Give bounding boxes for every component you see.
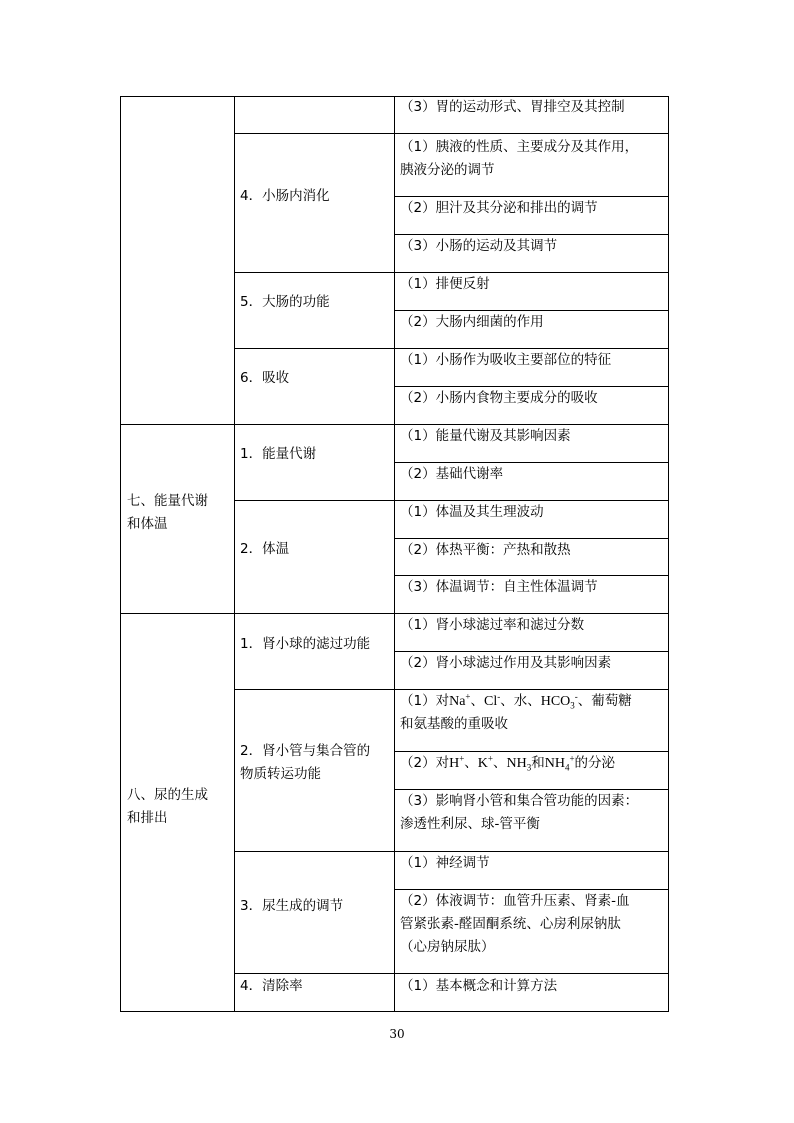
temp-regulation-item: （3）体温调节：自主性体温调节 xyxy=(400,579,598,595)
reabsorption-item xyxy=(400,690,632,713)
section8-title: 八、尿的生成 xyxy=(127,787,208,803)
reabsorption-prefix: （1）对 xyxy=(400,693,450,709)
bile-item: （2）胆汁及其分泌和排出的调节 xyxy=(400,200,598,216)
filtration-factors-item: （2）肾小球滤过作用及其影响因素 xyxy=(400,655,612,671)
absorption-site-item: （1）小肠作为吸收主要部位的特征 xyxy=(400,352,612,368)
pancreatic-juice-item: （1）胰液的性质、主要成分及其作用， xyxy=(400,139,639,155)
small-intestine-motility-item: （3）小肠的运动及其调节 xyxy=(400,238,558,254)
glomerular-filtration: 1．肾小球的滤过功能 xyxy=(240,636,371,652)
section-line xyxy=(120,424,669,425)
bicarbonate-subscript: 3 xyxy=(570,700,575,711)
secretion-item xyxy=(400,752,615,775)
tubule-factors-item: （3）影响肾小管和集合管功能的因素： xyxy=(400,793,639,809)
clearance: 4．清除率 xyxy=(240,978,303,994)
chloride: Cl xyxy=(484,694,498,709)
nutrient-absorption-item: （2）小肠内食物主要成分的吸收 xyxy=(400,390,598,406)
humoral-regulation-item: （2）体液调节：血管升压素、肾素-血 xyxy=(400,893,630,909)
separator: 、 xyxy=(464,755,478,771)
secretion-tail: 的分泌 xyxy=(574,755,616,771)
row-line xyxy=(234,133,669,134)
urine-regulation: 3．尿生成的调节 xyxy=(240,898,344,914)
humoral-regulation-item-line3: （心房钠尿肽） xyxy=(400,939,495,955)
energy-metabolism: 1．能量代谢 xyxy=(240,446,317,462)
bicarbonate-charge: - xyxy=(574,691,578,702)
section7-title: 七、能量代谢 xyxy=(127,493,208,509)
ammonium-charge: + xyxy=(569,753,575,764)
tubule-transport-line2: 物质转运功能 xyxy=(240,766,321,782)
small-intestine-digestion: 4．小肠内消化 xyxy=(240,188,330,204)
reabsorption-item-line2: 和氨基酸的重吸收 xyxy=(400,716,508,732)
potassium-charge: + xyxy=(487,753,493,764)
section8-title-line2: 和排出 xyxy=(127,810,168,826)
sodium-charge: + xyxy=(465,691,471,702)
conjunction: 和 xyxy=(531,755,545,771)
secretion-prefix: （2）对 xyxy=(400,755,450,771)
bicarbonate: HCO xyxy=(540,694,571,709)
defecation-reflex-item: （1）排便反射 xyxy=(400,276,490,292)
body-temperature: 2．体温 xyxy=(240,541,290,557)
colon-bacteria-item: （2）大肠内细菌的作用 xyxy=(400,314,544,330)
page-number: 30 xyxy=(389,1027,405,1041)
potassium-ion: K xyxy=(477,756,488,771)
tubule-transport: 2．肾小管与集合管的 xyxy=(240,743,371,759)
humoral-regulation-item-line2: 管紧张素-醛固酮系统、心房利尿钠肽 xyxy=(400,916,621,932)
ammonia: NH xyxy=(506,756,527,771)
stomach-motility-item: （3）胃的运动形式、胃排空及其控制 xyxy=(400,99,625,115)
section7-title-line2: 和体温 xyxy=(127,516,168,532)
ammonia-subscript: 3 xyxy=(526,762,532,773)
col-divider-1 xyxy=(234,96,235,1012)
section-line xyxy=(120,613,669,614)
sodium: Na xyxy=(449,694,466,709)
energy-metabolism-item: （1）能量代谢及其影响因素 xyxy=(400,428,571,444)
neural-regulation-item: （1）神经调节 xyxy=(400,855,490,871)
chloride-charge: - xyxy=(497,691,501,702)
separator: 、 xyxy=(493,755,507,771)
ammonium: NH xyxy=(544,756,565,771)
tubule-factors-item-line2: 渗透性利尿、球-管平衡 xyxy=(400,816,540,832)
reabsorption-tail: 、葡萄糖 xyxy=(577,693,632,709)
clearance-item: （1）基本概念和计算方法 xyxy=(400,978,558,994)
absorption: 6．吸收 xyxy=(240,370,290,386)
heat-balance-item: （2）体热平衡：产热和散热 xyxy=(400,542,571,558)
hydrogen-ion: H xyxy=(449,756,460,771)
pancreatic-juice-item-line2: 胰液分泌的调节 xyxy=(400,162,495,178)
separator: 、 xyxy=(470,693,484,709)
row-line xyxy=(234,973,669,974)
bmr-item: （2）基础代谢率 xyxy=(400,466,504,482)
body-temp-item: （1）体温及其生理波动 xyxy=(400,504,544,520)
gfr-item: （1）肾小球滤过率和滤过分数 xyxy=(400,617,585,633)
separator: 、水、 xyxy=(500,693,541,709)
large-intestine-function: 5．大肠的功能 xyxy=(240,294,330,310)
ammonium-subscript: 4 xyxy=(564,762,570,773)
hydrogen-charge: + xyxy=(459,753,465,764)
